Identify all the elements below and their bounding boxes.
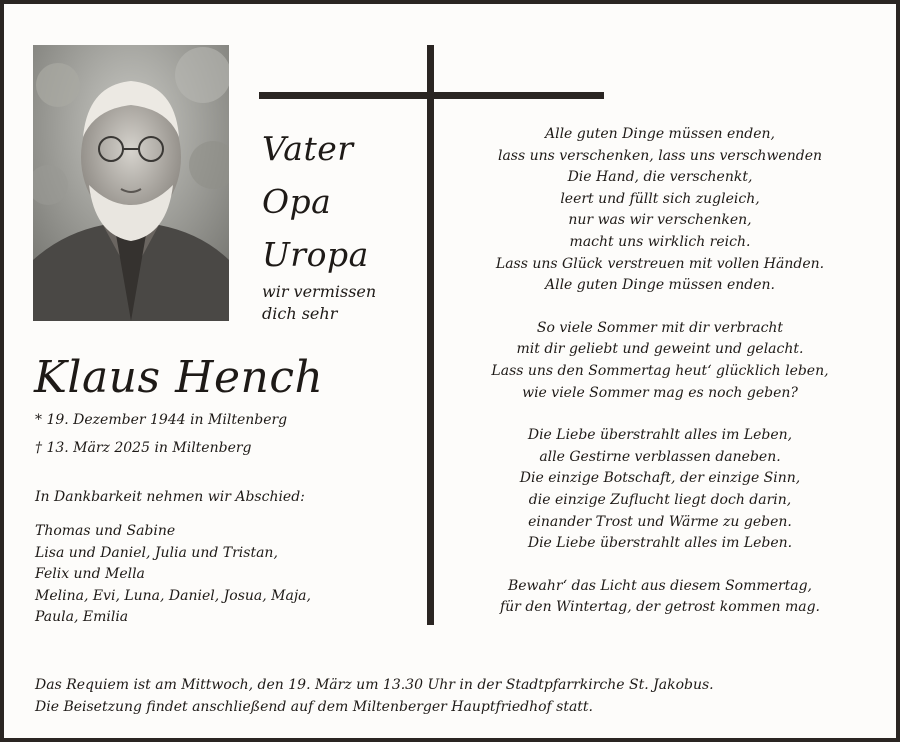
poem-stanza: [444, 576, 876, 619]
poem-line: für den Wintertag, der getrost kommen mag.: [499, 599, 821, 616]
burial-info: Die Beisetzung findet anschließend auf dem Miltenberger Hauptfriedhof statt.: [35, 699, 594, 715]
poem-line: leert und füllt sich zugleich,: [560, 190, 760, 207]
poem-line: Lass uns Glück verstreuen mit vollen Händen.: [495, 255, 825, 272]
family-line: Thomas und Sabine: [35, 523, 176, 539]
poem-line: macht uns wirklich reich.: [569, 233, 751, 250]
family-line: Melina, Evi, Luna, Daniel, Josua, Maja,: [35, 587, 311, 604]
relation-father: Vater: [262, 129, 354, 168]
poem-line: Alle guten Dinge müssen enden.: [544, 277, 775, 294]
cross-post: [427, 45, 434, 625]
family-line: Felix und Mella: [35, 566, 145, 582]
requiem-info: Das Requiem ist am Mittwoch, den 19. März um 13.30 Uhr in der Stadtpfarrkirche St. Jakobus.: [35, 677, 714, 693]
poem-stanza: [444, 425, 876, 555]
poem-line: nur was wir verschenken,: [568, 212, 752, 229]
poem-line: Die Liebe überstrahlt alles im Leben,: [527, 427, 793, 444]
relation-grandfather: Opa: [262, 182, 332, 221]
funeral-details: [35, 674, 714, 718]
poem-stanza: [444, 124, 876, 297]
poem-line: mit dir geliebt und geweint und gelacht.: [516, 341, 804, 358]
miss-line: dich sehr: [262, 304, 338, 323]
relation-great-grandfather: Uropa: [262, 235, 369, 274]
poem-line: So viele Sommer mit dir verbracht: [536, 319, 784, 336]
family-line: Lisa und Daniel, Julia und Tristan,: [35, 544, 278, 561]
family-line: Paula, Emilia: [35, 609, 129, 625]
poem-line: Lass uns den Sommertag heut‘ glücklich leben,: [491, 362, 829, 379]
poem-line: einander Trost und Wärme zu geben.: [528, 513, 792, 530]
poem-line: lass uns verschenken, lass uns verschwenden: [497, 147, 823, 164]
poem: [444, 124, 876, 640]
poem-stanza: [444, 318, 876, 404]
deceased-name: Klaus Hench: [34, 352, 324, 403]
poem-line: Alle guten Dinge müssen enden,: [544, 126, 775, 142]
poem-line: Die Hand, die verschenkt,: [567, 169, 753, 186]
miss-line: wir vermissen: [262, 282, 377, 301]
poem-line: wie viele Sommer mag es noch geben?: [522, 384, 798, 401]
death-date: † 13. März 2025 in Miltenberg: [35, 440, 252, 456]
poem-line: Bewahr‘ das Licht aus diesem Sommertag,: [507, 577, 812, 594]
farewell-line: In Dankbarkeit nehmen wir Abschied:: [35, 489, 305, 505]
poem-line: die einzige Zuflucht liegt doch darin,: [528, 491, 792, 508]
life-dates: [35, 406, 287, 462]
poem-line: Die Liebe überstrahlt alles im Leben.: [527, 535, 793, 552]
birth-date: * 19. Dezember 1944 in Miltenberg: [35, 412, 288, 428]
poem-line: Die einzige Botschaft, der einzige Sinn,: [519, 470, 801, 487]
poem-line: alle Gestirne verblassen daneben.: [539, 448, 781, 465]
portrait-photo: [33, 45, 229, 321]
